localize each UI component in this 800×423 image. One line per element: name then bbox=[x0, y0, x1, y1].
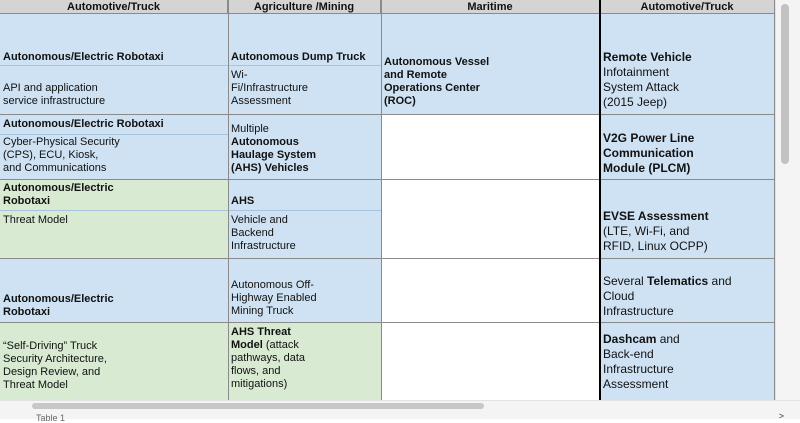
cell-text: RFID, Linux OCPP) bbox=[603, 239, 708, 253]
cell-text: and bbox=[708, 274, 732, 288]
cell-text-mixed bbox=[603, 332, 773, 346]
sheet-tab[interactable]: Table 1 bbox=[36, 413, 66, 423]
cell-title: Autonomous Vessel bbox=[384, 56, 490, 68]
scroll-right-arrow-icon[interactable]: > bbox=[778, 411, 784, 421]
row-divider bbox=[0, 210, 228, 211]
cell-text: Security Architecture, bbox=[3, 353, 107, 365]
cell-title: Robotaxi bbox=[3, 195, 51, 207]
cell-title: Robotaxi bbox=[3, 306, 51, 318]
cell-text: Design Review, and bbox=[3, 366, 101, 378]
cell-text: “Self-Driving” Truck bbox=[3, 340, 98, 352]
row-divider bbox=[0, 179, 775, 180]
cell-col4-row3[interactable] bbox=[600, 179, 775, 258]
cell-title: Telematics bbox=[647, 274, 709, 288]
cell-text-mixed bbox=[231, 339, 379, 352]
row-divider bbox=[0, 258, 775, 259]
cell-text: Infrastructure bbox=[231, 240, 296, 252]
row-divider bbox=[228, 210, 381, 211]
cell-title: (AHS) Vehicles bbox=[231, 162, 309, 174]
cell-col1-row3[interactable] bbox=[0, 179, 228, 258]
row-divider bbox=[0, 322, 775, 323]
cell-title: Model bbox=[231, 339, 263, 351]
cell-col4-row5[interactable] bbox=[600, 322, 775, 400]
cell-text: Cloud bbox=[603, 289, 635, 303]
cell-text: flows, and bbox=[231, 365, 281, 377]
cell-col1-row5[interactable] bbox=[0, 322, 228, 400]
cell-col4-row1[interactable] bbox=[600, 14, 775, 114]
cell-title: Communication bbox=[603, 146, 694, 160]
cell-text: Highway Enabled bbox=[231, 292, 317, 304]
cell-title: AHS Threat bbox=[231, 326, 291, 338]
cell-text: (2015 Jeep) bbox=[603, 95, 668, 109]
cell-title: Autonomous/Electric Robotaxi bbox=[3, 118, 164, 130]
cell-text: Back-end bbox=[603, 347, 654, 361]
cell-col3-row1[interactable] bbox=[381, 14, 600, 114]
column-header-automotive-truck-1[interactable]: Automotive/Truck bbox=[0, 0, 228, 14]
cell-col2-row2[interactable] bbox=[228, 114, 381, 179]
cell-col1-row2[interactable] bbox=[0, 114, 228, 179]
cell-title: Operations Center bbox=[384, 82, 480, 94]
cell-text: Mining Truck bbox=[231, 305, 294, 317]
cell-title: Module (PLCM) bbox=[603, 161, 691, 175]
cell-title: Autonomous Dump Truck bbox=[231, 51, 366, 63]
column-divider bbox=[381, 0, 382, 400]
row-divider bbox=[0, 134, 228, 135]
cell-text: Vehicle and bbox=[231, 214, 288, 226]
column-header-maritime[interactable]: Maritime bbox=[381, 0, 600, 14]
cell-text: Infrastructure bbox=[603, 304, 674, 318]
cell-title: EVSE Assessment bbox=[603, 209, 709, 223]
row-divider bbox=[0, 65, 228, 66]
cell-text: (CPS), ECU, Kiosk, bbox=[3, 149, 99, 161]
cell-title: Autonomous/Electric Robotaxi bbox=[3, 51, 164, 63]
cell-col2-row4[interactable] bbox=[228, 258, 381, 322]
cell-text: Backend bbox=[231, 227, 274, 239]
cell-text: Infrastructure bbox=[603, 362, 674, 376]
cell-title: Dashcam bbox=[603, 332, 657, 346]
cell-col4-row2[interactable] bbox=[600, 114, 775, 179]
cell-title: Autonomous bbox=[231, 136, 299, 148]
cell-title: Autonomous/Electric bbox=[3, 182, 114, 194]
cell-col1-row1[interactable] bbox=[0, 14, 228, 114]
vertical-scrollbar[interactable] bbox=[775, 0, 800, 400]
cell-text: Several bbox=[603, 274, 648, 288]
cell-text: Assessment bbox=[231, 95, 291, 107]
column-header-agriculture-mining[interactable]: Agriculture /Mining bbox=[228, 0, 381, 14]
cell-title: Remote Vehicle bbox=[603, 50, 692, 64]
cell-text: (LTE, Wi-Fi, and bbox=[603, 224, 690, 238]
cell-text: pathways, data bbox=[231, 352, 305, 364]
cell-text: Assessment bbox=[603, 377, 669, 391]
cell-col2-row3[interactable] bbox=[228, 179, 381, 258]
cell-text: and Communications bbox=[3, 162, 107, 174]
cell-text: mitigations) bbox=[231, 378, 288, 390]
cell-text: (attack bbox=[262, 339, 299, 351]
horizontal-scrollbar[interactable] bbox=[0, 400, 800, 423]
column-header-automotive-truck-2[interactable]: Automotive/Truck bbox=[600, 0, 775, 14]
cell-text: API and application bbox=[3, 82, 98, 94]
cell-text: System Attack bbox=[603, 80, 680, 94]
vertical-scroll-thumb[interactable] bbox=[781, 4, 789, 164]
cell-col2-row1[interactable] bbox=[228, 14, 381, 114]
cell-col3-empty[interactable] bbox=[381, 114, 600, 400]
cell-title: (ROC) bbox=[384, 95, 416, 107]
horizontal-scroll-thumb[interactable] bbox=[32, 403, 484, 409]
cell-text: Cyber-Physical Security bbox=[3, 136, 120, 148]
cell-col2-row5[interactable] bbox=[228, 322, 381, 400]
cell-text: Wi- bbox=[231, 69, 248, 81]
cell-text: Fi/Infrastructure bbox=[231, 82, 309, 94]
cell-title: Autonomous/Electric bbox=[3, 293, 114, 305]
cell-title: AHS bbox=[231, 195, 255, 207]
cell-text: Infotainment bbox=[603, 65, 670, 79]
column-divider bbox=[228, 0, 229, 400]
cell-text: Autonomous Off- bbox=[231, 279, 314, 291]
row-divider bbox=[228, 65, 381, 66]
cell-col4-row4[interactable] bbox=[600, 258, 775, 322]
cell-text: and bbox=[656, 332, 680, 346]
row-divider bbox=[0, 114, 775, 115]
cell-col1-row4[interactable] bbox=[0, 258, 228, 322]
cell-text: Threat Model bbox=[3, 214, 68, 226]
column-divider-thick bbox=[599, 0, 601, 400]
cell-title: and Remote bbox=[384, 69, 447, 81]
cell-text-mixed bbox=[603, 274, 773, 288]
cell-text: service infrastructure bbox=[3, 95, 106, 107]
cell-text: Threat Model bbox=[3, 379, 68, 391]
cell-title: V2G Power Line bbox=[603, 131, 695, 145]
cell-text: Multiple bbox=[231, 123, 269, 135]
cell-title: Haulage System bbox=[231, 149, 316, 161]
